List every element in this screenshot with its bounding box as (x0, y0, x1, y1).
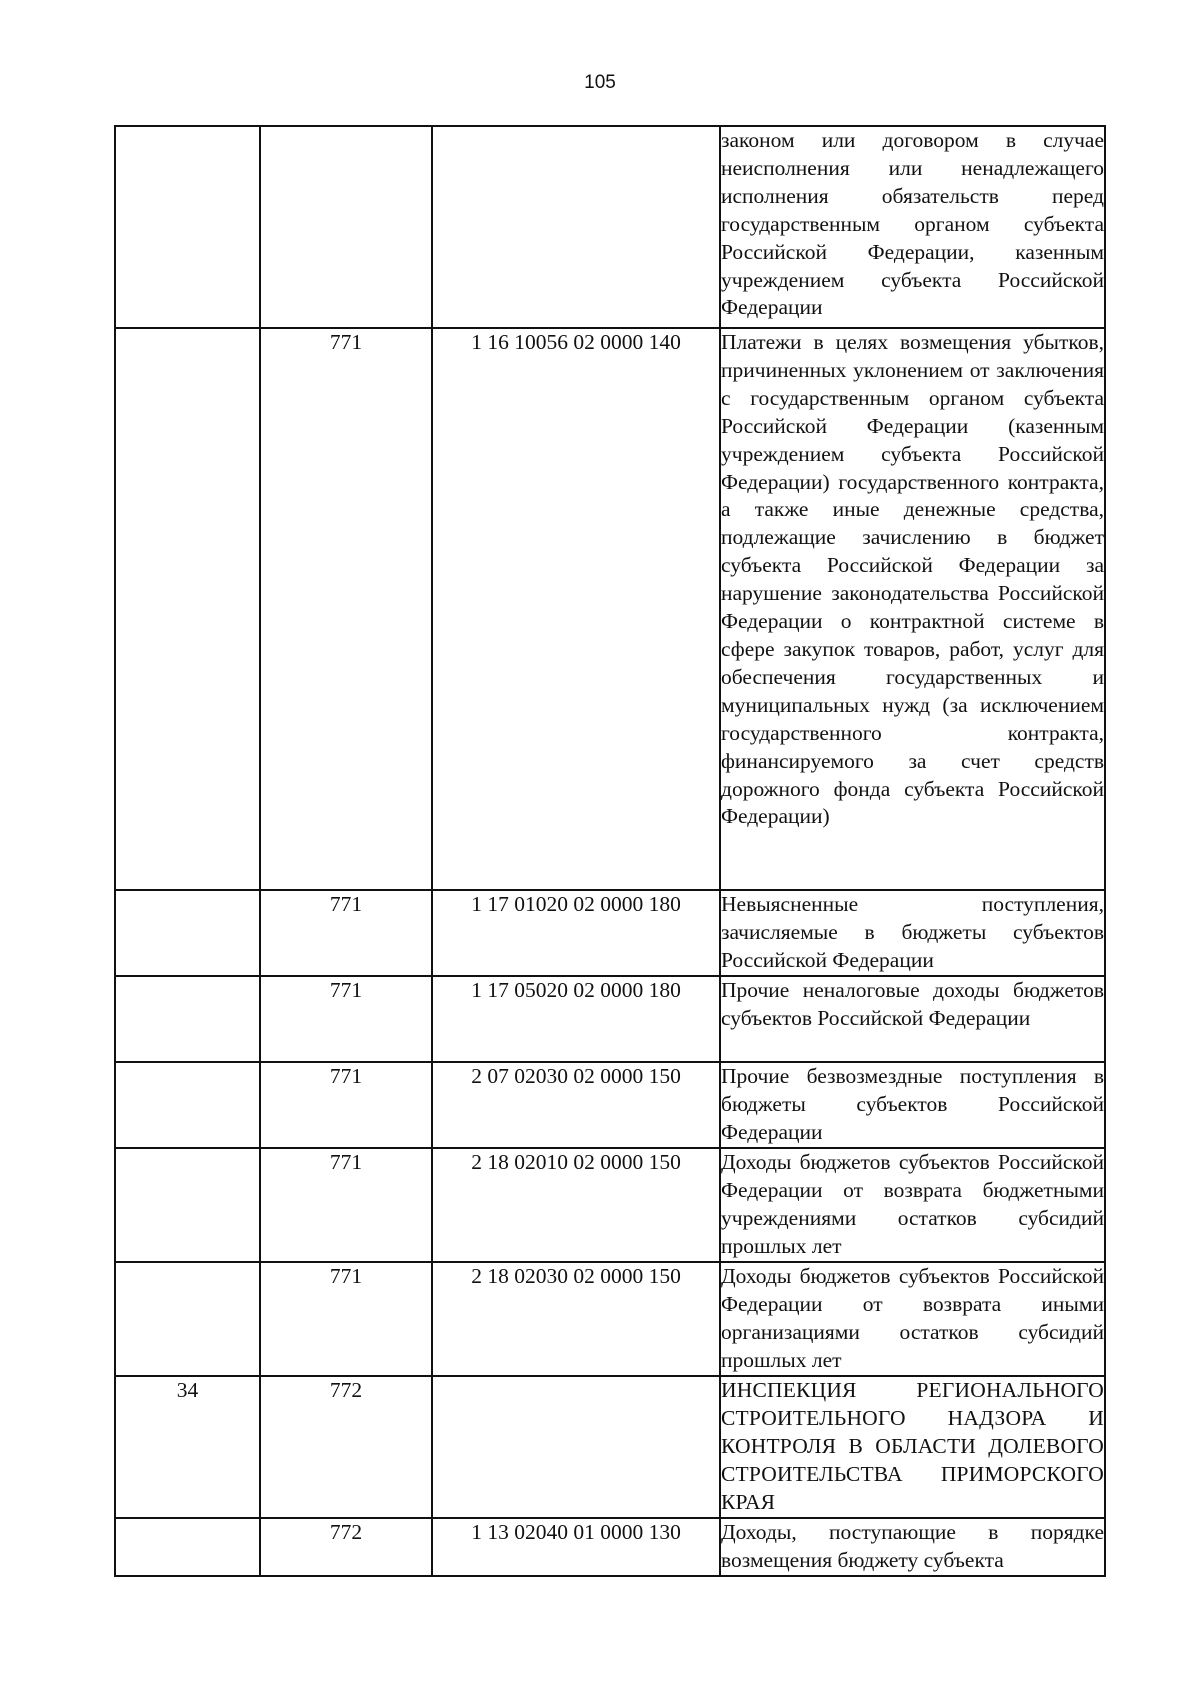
description-cell: Прочие неналоговые доходы бюджетов субъектов Российской Федерации (720, 976, 1105, 1062)
description-cell: Доходы бюджетов субъектов Российской Федерации от возврата бюджетными учреждениями остатков субсидий прошлых лет (720, 1148, 1105, 1262)
row-number-cell (115, 1148, 260, 1262)
row-number-cell (115, 1518, 260, 1576)
description-cell: законом или договором в случае неисполнения или ненадлежащего исполнения обязательств перед государственным органом субъекта Российской Федерации, казенным учреждением субъекта Российской Федерации (720, 126, 1105, 328)
description-cell: Доходы бюджетов субъектов Российской Федерации от возврата иными организациями остатков субсидий прошлых лет (720, 1262, 1105, 1376)
row-number-cell (115, 976, 260, 1062)
table-row (115, 1376, 1105, 1518)
table-row (115, 328, 1105, 890)
description-cell: Доходы, поступающие в порядке возмещения бюджету субъекта (720, 1518, 1105, 1576)
description-cell: ИНСПЕКЦИЯ РЕГИОНАЛЬНОГО СТРОИТЕЛЬНОГО НАДЗОРА И КОНТРОЛЯ В ОБЛАСТИ ДОЛЕВОГО СТРОИТЕЛЬСТВА ПРИМОРСКОГО КРАЯ (720, 1376, 1105, 1518)
income-code-cell (432, 1376, 720, 1518)
income-code-cell: 2 07 02030 02 0000 150 (432, 1062, 720, 1148)
description-cell: Платежи в целях возмещения убытков, причиненных уклонением от заключения с государственным органом субъекта Российской Федерации (казенным учреждением субъекта Российской Федерации) государственного контракта, а также иные денежные средства, подлежащие зачислению в бюджет субъекта Российской Федерации за нарушение законодательства Российской Федерации о контрактной системе в сфере закупок товаров, работ, услуг для обеспечения государственных и муниципальных нужд (за исключением государственного контракта, финансируемого за счет средств дорожного фонда субъекта Российской Федерации) (720, 328, 1105, 890)
admin-code-cell: 771 (260, 1062, 432, 1148)
admin-code-cell: 772 (260, 1518, 432, 1576)
income-code-cell: 1 17 01020 02 0000 180 (432, 890, 720, 976)
income-code-cell: 2 18 02010 02 0000 150 (432, 1148, 720, 1262)
row-number-cell (115, 1262, 260, 1376)
description-cell: Невыясненные поступления, зачисляемые в бюджеты субъектов Российской Федерации (720, 890, 1105, 976)
income-code-cell: 1 16 10056 02 0000 140 (432, 328, 720, 890)
row-number-cell (115, 1062, 260, 1148)
table-row (115, 1148, 1105, 1262)
income-codes-table (114, 125, 1106, 1577)
admin-code-cell: 771 (260, 328, 432, 890)
income-code-cell: 2 18 02030 02 0000 150 (432, 1262, 720, 1376)
admin-code-cell (260, 126, 432, 328)
income-code-cell: 1 17 05020 02 0000 180 (432, 976, 720, 1062)
admin-code-cell: 771 (260, 890, 432, 976)
page-number: 105 (584, 72, 616, 93)
admin-code-cell: 772 (260, 1376, 432, 1518)
row-number-cell: 34 (115, 1376, 260, 1518)
income-code-cell (432, 126, 720, 328)
row-number-cell (115, 328, 260, 890)
admin-code-cell: 771 (260, 1148, 432, 1262)
table-row (115, 890, 1105, 976)
table-row (115, 1262, 1105, 1376)
table-row (115, 976, 1105, 1062)
table-row (115, 1518, 1105, 1576)
admin-code-cell: 771 (260, 976, 432, 1062)
row-number-cell (115, 126, 260, 328)
table-row (115, 1062, 1105, 1148)
description-cell: Прочие безвозмездные поступления в бюджеты субъектов Российской Федерации (720, 1062, 1105, 1148)
table-row (115, 126, 1105, 328)
income-code-cell: 1 13 02040 01 0000 130 (432, 1518, 720, 1576)
row-number-cell (115, 890, 260, 976)
admin-code-cell: 771 (260, 1262, 432, 1376)
